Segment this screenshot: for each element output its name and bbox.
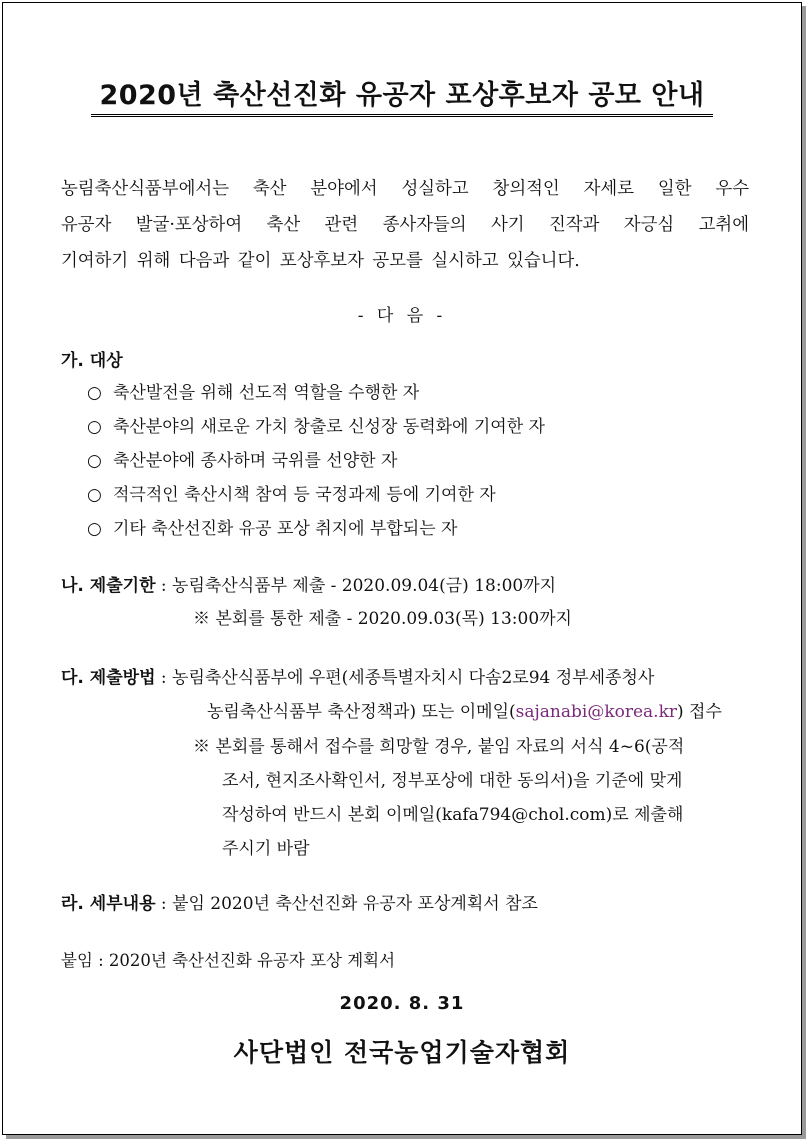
target-item (87, 480, 496, 505)
document-page (2, 2, 802, 1135)
organization-name: 사단법인 전국농업기술자협회 (233, 1038, 571, 1067)
section-ga-title: 가. 대상 (61, 351, 123, 371)
section-na-label: 나. 제출기한 (61, 576, 156, 596)
target-item-text: 축산분야의 새로운 가치 창출로 신성장 동력화에 기여한 자 (113, 417, 545, 437)
section-na-text: : 농림축산식품부 제출 - 2020.09.04(금) 18:00까지 (155, 576, 557, 596)
section-ra-label: 라. 세부내용 (61, 894, 156, 914)
target-item-text: 기타 축산선진화 유공 포상 취지에 부합되는 자 (113, 519, 458, 539)
circle-bullet-icon: ○ (87, 519, 102, 539)
section-da-line-2-pre: 농림축산식품부 축산정책과) 또는 이메일( (207, 702, 516, 722)
circle-bullet-icon: ○ (87, 383, 102, 403)
circle-bullet-icon: ○ (87, 417, 102, 437)
section-da-label: 다. 제출방법 (61, 668, 156, 688)
section-na-line-2: ※ 본회를 통한 제출 - 2020.09.03(목) 13:00까지 (193, 609, 572, 629)
section-da-line-2 (207, 697, 722, 722)
section-da-note-1: ※ 본회를 통해서 접수를 희망할 경우, 붙임 자료의 서식 4~6(공적 (193, 737, 685, 757)
section-da-text: : 농림축산식품부에 우편(세종특별자치시 다솜2로94 정부세종청사 (155, 668, 655, 688)
email-link[interactable]: sajanabi@korea.kr (515, 702, 678, 722)
document-title (3, 73, 801, 117)
section-da-line-1 (61, 663, 654, 688)
section-da-note-2: 조서, 현지조사확인서, 정부포상에 대한 동의서)을 기준에 맞게 (222, 771, 683, 791)
intro-line-2: 유공자 발굴·포상하여 축산 관련 종사자들의 사기 진작과 자긍심 고취에 (61, 215, 749, 235)
target-item (87, 412, 545, 437)
target-item-text: 축산분야에 종사하며 국위를 선양한 자 (113, 451, 398, 471)
document-title-text: 2020년 축산선진화 유공자 포상후보자 공모 안내 (91, 73, 712, 117)
section-da-note-3: 작성하여 반드시 본회 이메일(kafa794@chol.com)로 제출해 (222, 805, 684, 825)
document-date: 2020. 8. 31 (339, 993, 465, 1014)
target-item (87, 514, 457, 539)
center-mark: - 다 음 - (357, 306, 447, 326)
target-item-text: 축산발전을 위해 선도적 역할을 수행한 자 (113, 383, 420, 403)
section-ra-line (61, 889, 538, 914)
target-item (87, 378, 419, 403)
section-da-note-4: 주시기 바람 (222, 839, 310, 859)
attachment-line: 붙임 : 2020년 축산선진화 유공자 포상 계획서 (61, 951, 396, 970)
section-da-line-2-post: ) 접수 (677, 702, 722, 722)
intro-line-3: 기여하기 위해 다음과 같이 포상후보자 공모를 실시하고 있습니다. (61, 251, 580, 271)
circle-bullet-icon: ○ (87, 451, 102, 471)
intro-line-1: 농림축산식품부에서는 축산 분야에서 성실하고 창의적인 자세로 일한 우수 (61, 179, 749, 199)
section-ra-text: : 붙임 2020년 축산선진화 유공자 포상계획서 참조 (155, 894, 538, 914)
intro-paragraph (61, 171, 749, 279)
circle-bullet-icon: ○ (87, 485, 102, 505)
target-item-text: 적극적인 축산시책 참여 등 국정과제 등에 기여한 자 (113, 485, 496, 505)
target-item (87, 446, 397, 471)
section-na-line-1 (61, 571, 556, 596)
